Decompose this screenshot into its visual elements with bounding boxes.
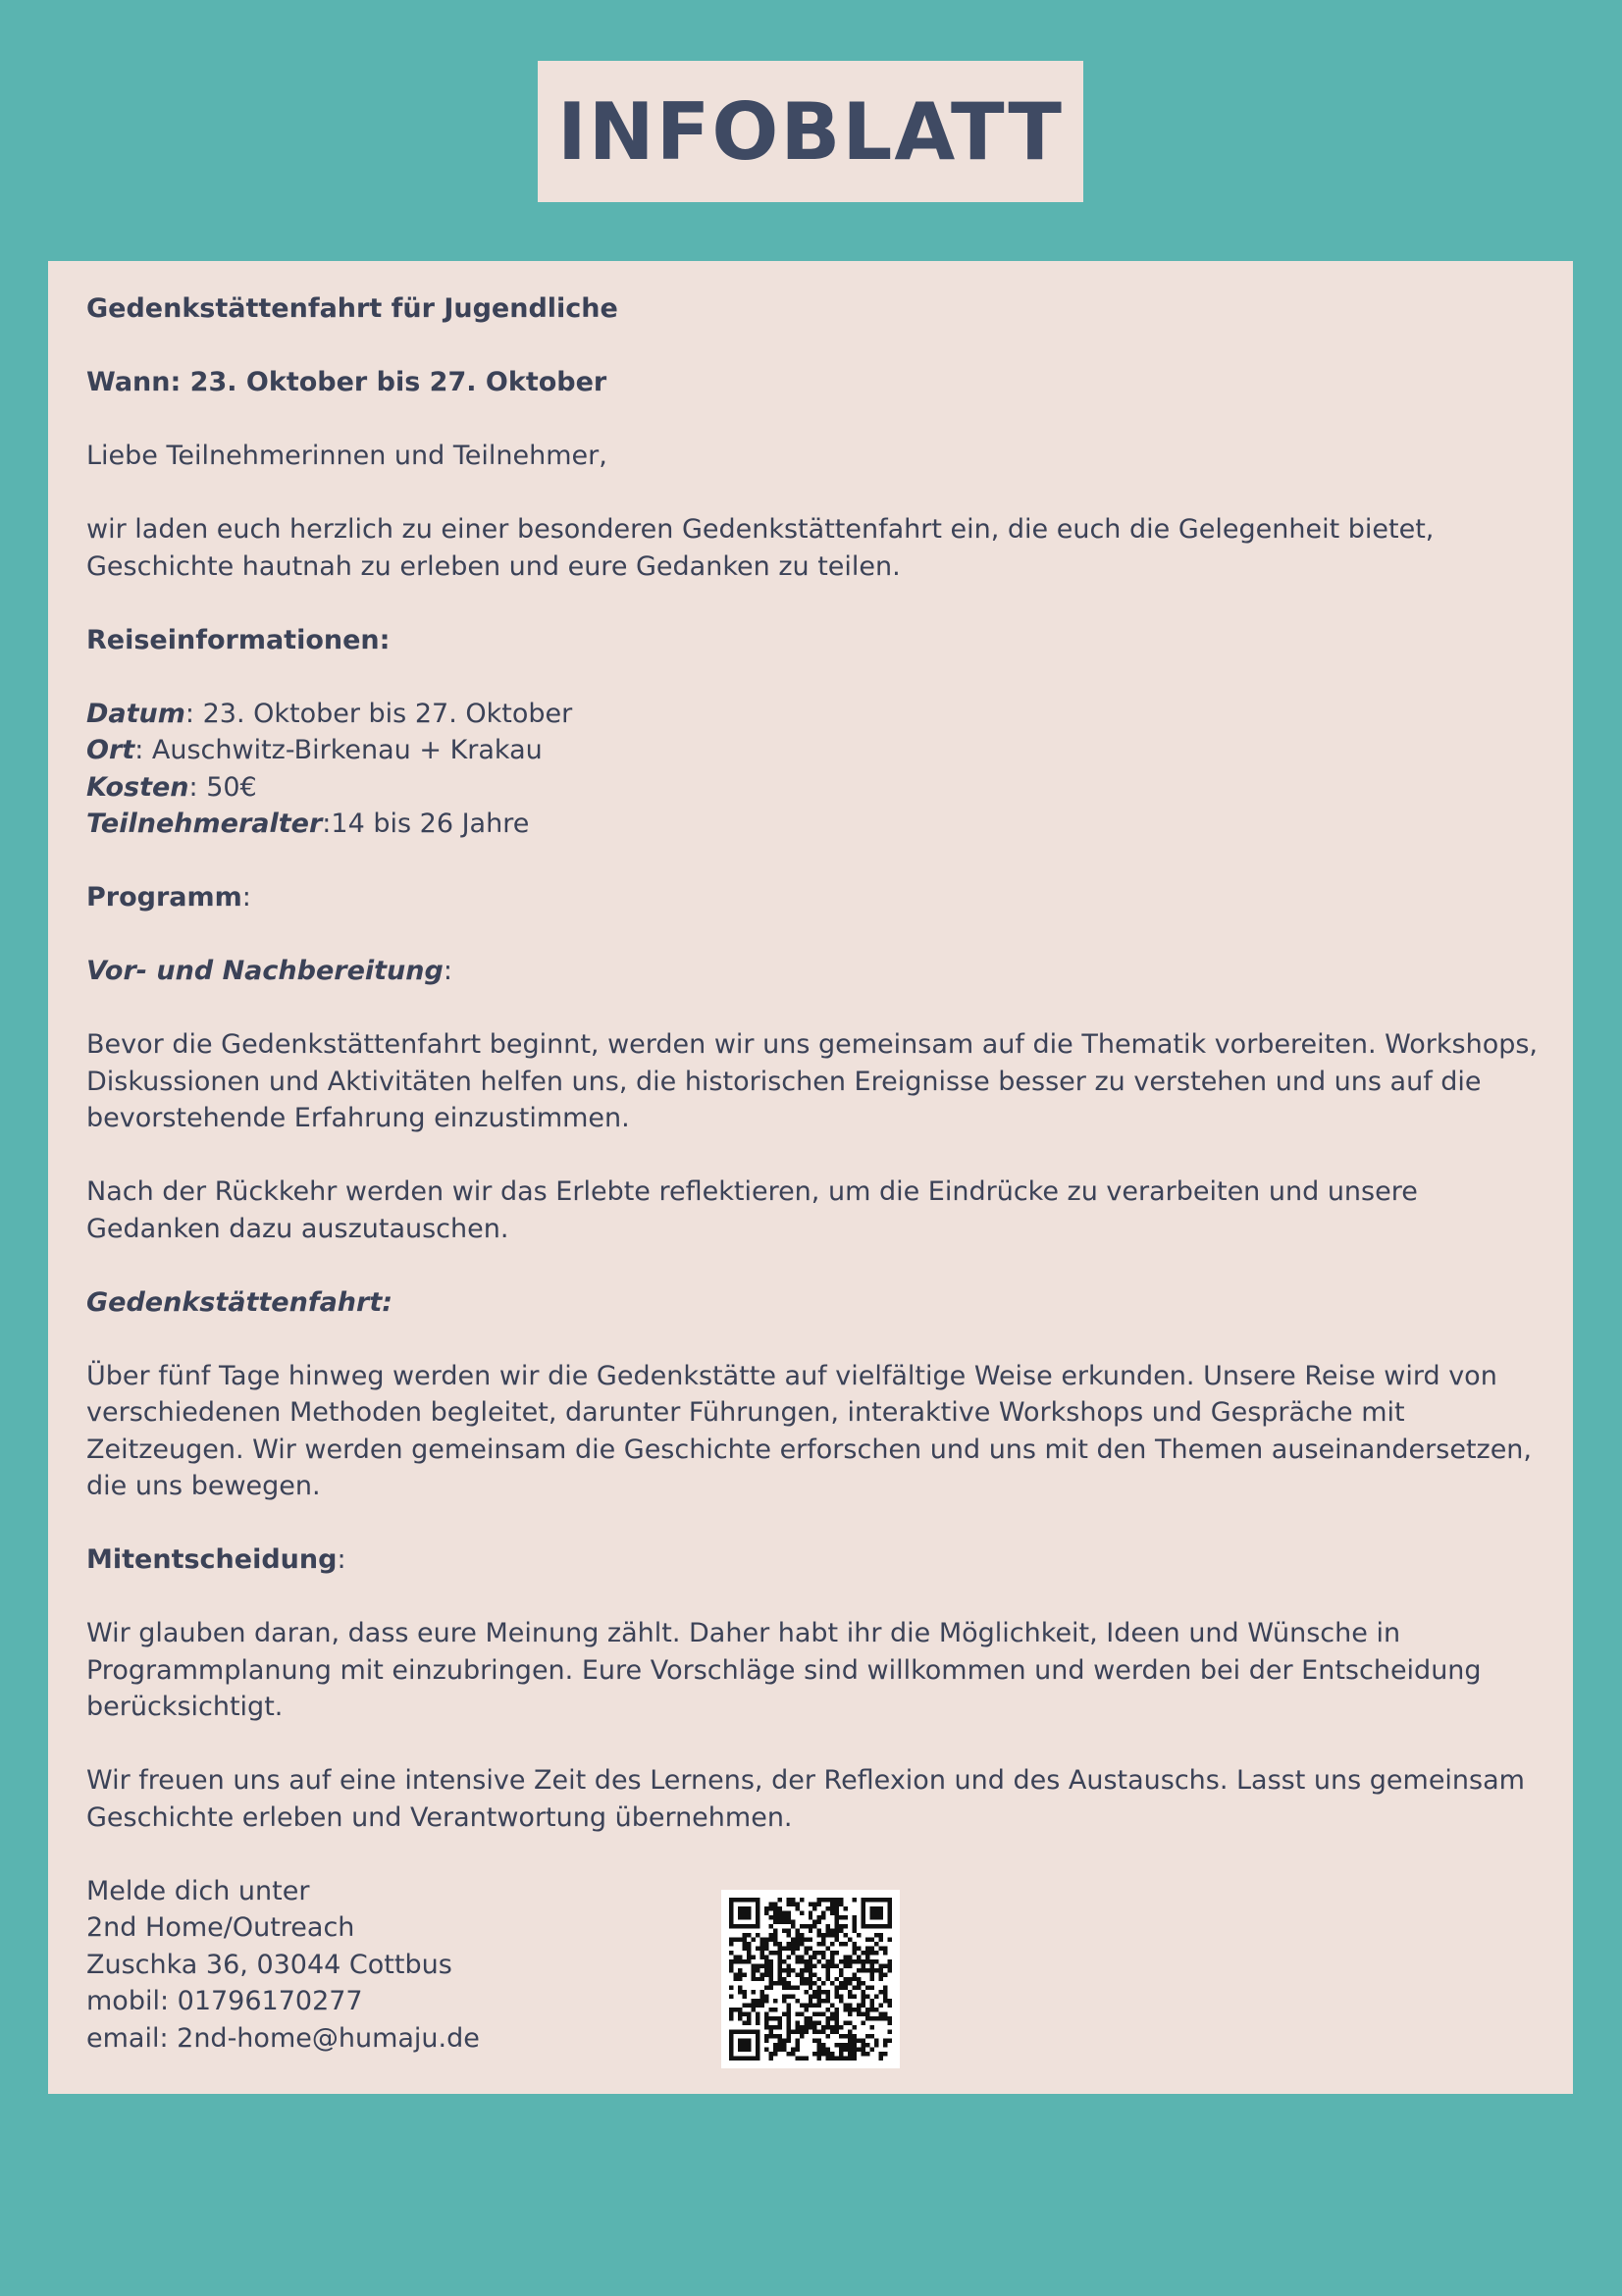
invitation-paragraph: wir laden euch herzlich zu einer besonderen Gedenkstättenfahrt ein, die euch die Gelegenheit bietet, Geschichte hautnah zu erleben und eure Gedanken zu teilen. [86,514,1435,582]
qr-code-icon[interactable] [721,1890,900,2068]
prep-paragraph-2: Nach der Rückkehr werden wir das Erlebte reflektieren, um die Eindrücke zu verarbeiten und unsere Gedanken dazu auszutauschen. [86,1176,1418,1244]
heading-colon: : [241,882,251,913]
document-body [86,290,1548,2057]
info-row-age [86,809,529,839]
info-label-age: Teilnehmeralter [86,809,323,839]
program-heading [86,879,1548,916]
prep-heading-text: Vor- und Nachbereitung [86,956,444,986]
participation-heading [86,1541,1548,1579]
participation-heading-text: Mitentscheidung [86,1544,338,1575]
qr-code-graphic [729,1898,892,2061]
title-banner [538,61,1083,202]
program-heading-text: Programm [86,882,242,913]
contact-intro: Melde dich unter [86,1875,310,1906]
document-heading: Gedenkstättenfahrt für Jugendliche [86,293,618,324]
trip-paragraph: Über fünf Tage hinweg werden wir die Gedenkstätte auf vielfältige Weise erkunden. Unsere Reise wird von verschiedenen Methoden begleitet, darunter Führungen, interaktive Workshops und Gespräche mit Zeitzeugen. Wir werden gemeinsam die Geschichte erforschen und uns mit den Themen auseinandersetzen, die uns bewegen. [86,1360,1533,1501]
date-line: Wann: 23. Oktober bis 27. Oktober [86,367,607,397]
info-separator: : [322,809,332,839]
info-row-location [86,735,543,765]
contact-address: Zuschka 36, 03044 Cottbus [86,1949,452,1980]
contact-organization: 2nd Home/Outreach [86,1912,355,1943]
info-label-location: Ort [86,735,135,765]
content-panel [48,261,1573,2094]
prep-heading [86,953,1548,990]
info-separator: : [134,735,152,765]
prep-paragraph-1: Bevor die Gedenkstättenfahrt beginnt, werden wir uns gemeinsam auf die Thematik vorbereiten. Workshops, Diskussionen und Aktivitäten helfen uns, die historischen Ereignisse besser zu verstehen und uns auf die bevorstehende Erfahrung einzustimmen. [86,1029,1539,1133]
info-label-cost: Kosten [86,771,189,803]
info-value-age: 14 bis 26 Jahre [331,809,530,839]
info-row-date [86,699,572,729]
info-separator: : [184,698,203,729]
info-row-cost [86,772,257,803]
heading-colon: : [337,1544,346,1575]
travel-info-heading: Reiseinformationen: [86,624,391,655]
info-value-location: Auschwitz-Birkenau + Krakau [151,735,543,765]
page-title: INFOBLATT [556,85,1064,178]
participation-paragraph: Wir glauben daran, dass eure Meinung zählt. Daher habt ihr die Möglichkeit, Ideen und Wünsche in Programmplanung mit einzubringen. Eure Vorschläge sind willkommen und werden bei der Entscheidung berücksichtigt. [86,1618,1482,1722]
info-label-date: Datum [86,698,185,729]
info-value-cost: 50€ [206,771,257,803]
heading-colon: : [443,956,452,986]
travel-info-list [86,696,1548,843]
info-value-date: 23. Oktober bis 27. Oktober [202,698,573,729]
closing-paragraph: Wir freuen uns auf eine intensive Zeit des Lernens, der Reflexion und des Austauschs. Lasst uns gemeinsam Geschichte erleben und Verantwortung übernehmen. [86,1765,1525,1833]
info-separator: : [188,771,207,803]
contact-phone: mobil: 01796170277 [86,1986,363,2016]
greeting: Liebe Teilnehmerinnen und Teilnehmer, [86,441,607,471]
trip-heading: Gedenkstättenfahrt: [86,1286,393,1318]
contact-email: email: 2nd-home@humaju.de [86,2022,480,2054]
